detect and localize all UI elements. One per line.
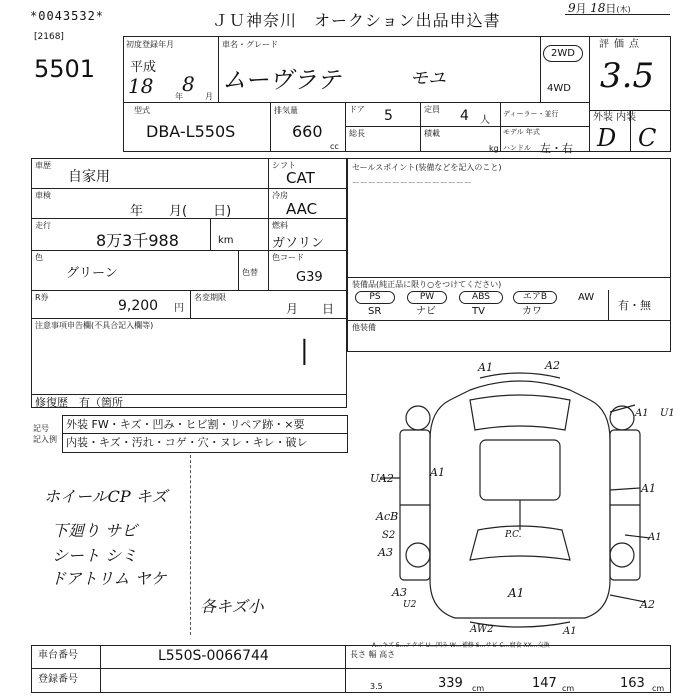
- reg-year: 18: [128, 74, 154, 98]
- mark-a1-top-left: A1: [478, 361, 493, 374]
- mileage: 8万3千988: [96, 231, 179, 250]
- note-line-4: ドアトリム ヤケ: [50, 569, 167, 588]
- lot-number: 5501: [34, 55, 96, 83]
- car-name: ムーヴラテ: [222, 66, 341, 94]
- tax-status: 有・無: [618, 299, 651, 312]
- sales-frame: [347, 158, 671, 352]
- reg-month-unit: 月: [205, 92, 213, 101]
- form-title: ＪＵ神奈川 オークション出品申込書: [212, 11, 501, 30]
- date-suffix: (木): [616, 5, 631, 14]
- other-equipment-label: 他装備: [352, 323, 376, 332]
- note-line-5: 各キズ小: [200, 597, 264, 616]
- sales-point-label: セールスポイント(装備などを記入のこと): [352, 163, 502, 172]
- aircon-label: 冷房: [272, 191, 288, 200]
- height-unit: cm: [652, 684, 665, 693]
- fuel-label: 燃料: [272, 221, 288, 230]
- color-label: 色: [35, 253, 43, 262]
- fuel: ガソリン: [272, 236, 325, 251]
- width-value: 147: [532, 676, 557, 691]
- weight-label: 積載: [424, 129, 440, 138]
- remarks-line-1: 外装 FW・キズ・凹み・ヒビ割・リペア跡・×要: [66, 418, 305, 431]
- remarks-line-2: 内装・キズ・汚れ・コゲ・穴・ヌレ・キレ・破レ: [66, 436, 308, 449]
- note-line-3: シート シミ: [52, 546, 138, 565]
- name-change-label: 名変期限: [194, 293, 226, 302]
- notes-mark: |: [300, 336, 309, 366]
- displacement-label: 排気量: [274, 106, 298, 115]
- width-unit: cm: [562, 684, 575, 693]
- mileage-label: 走行: [35, 221, 51, 230]
- doors: 5: [384, 108, 393, 124]
- equip-aw: AW: [578, 292, 595, 303]
- name-grade-label: 車名・グレード: [222, 40, 278, 49]
- mark-u2: U2: [403, 600, 417, 610]
- model-code: DBA-L550S: [146, 122, 236, 141]
- grade-score: 3.5: [600, 56, 655, 96]
- dealer-label: ディーラー・並行: [503, 110, 559, 118]
- equip-tv: TV: [472, 306, 485, 317]
- mark-aw2: AW2: [470, 624, 494, 635]
- inspection: 年 月( 日): [130, 204, 232, 219]
- mark-a1-right-front: A1: [635, 408, 649, 419]
- era: 平成: [130, 60, 157, 75]
- reg-year-unit: 年: [175, 92, 183, 101]
- date-month-unit: 月: [575, 2, 587, 15]
- handle-label: ハンドル: [503, 144, 531, 152]
- mark-u1: U1: [660, 408, 675, 419]
- equip-navi: ナビ: [416, 306, 436, 317]
- km-unit: km: [218, 235, 234, 246]
- displacement: 660: [292, 122, 323, 141]
- kg-unit: kg: [489, 144, 499, 153]
- exterior-grade: D: [597, 124, 617, 152]
- inspection-label: 車検: [35, 191, 51, 200]
- repair-history: 修復歴 有（箇所: [35, 396, 123, 409]
- recycle-label: R券: [35, 293, 49, 302]
- capacity: 4: [460, 108, 469, 124]
- color-change-label: 色替: [242, 268, 258, 277]
- remarks-label-bottom: 記入例: [33, 435, 57, 444]
- equip-leather: カワ: [522, 306, 542, 317]
- size-value: 3.5: [370, 682, 383, 691]
- car-grade: モユ: [410, 68, 446, 89]
- sales-point-dotted: ーーーーーーーーーーーーーーー: [352, 178, 472, 187]
- mark-a2-top-right: A2: [545, 359, 560, 372]
- notes-label: 注意事項申告欄(不具合記入欄等): [35, 321, 154, 330]
- model-label: 型式: [134, 106, 150, 115]
- color: グリーン: [66, 266, 118, 281]
- equip-airbag: エアB: [513, 291, 557, 304]
- equip-pw: PW: [407, 291, 447, 304]
- chassis-label: 車台番号: [38, 650, 78, 661]
- equip-sr: SR: [368, 306, 382, 317]
- mark-a1-right-rear: A1: [648, 532, 662, 543]
- drive-4wd: 4WD: [547, 83, 571, 94]
- first-reg-label: 初度登録年月: [126, 40, 174, 49]
- mark-pc: P.C.: [505, 530, 522, 540]
- length-unit: cm: [472, 684, 485, 693]
- height-value: 163: [620, 676, 645, 691]
- capacity-label: 定員: [424, 105, 440, 114]
- note-line-1: ホイールCP キズ: [44, 487, 168, 506]
- mark-a1-rear: A1: [508, 586, 525, 600]
- capacity-unit: 人: [480, 115, 490, 126]
- mark-a1-right-door: A1: [641, 482, 656, 495]
- reg-month: 8: [182, 72, 195, 96]
- history: 自家用: [68, 169, 110, 185]
- date-day: 18: [590, 1, 606, 15]
- ext-int-label: 外装 内装: [593, 112, 637, 123]
- grade-label: 評価点: [599, 39, 644, 50]
- aircon: AAC: [286, 200, 318, 218]
- history-label: 車歴: [35, 161, 51, 170]
- ref-code: [2168]: [34, 32, 64, 42]
- length-value: 339: [438, 676, 463, 691]
- reg-number-label: 登録番号: [38, 674, 78, 685]
- date-day-unit: 日: [605, 2, 617, 15]
- doors-label: ドア: [349, 105, 365, 114]
- chassis-number: L550S-0066744: [158, 648, 269, 664]
- shift-label: シフト: [272, 161, 296, 170]
- mark-a1-bottom: A1: [563, 626, 577, 637]
- date-month: 9: [568, 1, 576, 15]
- mark-a1-left-door: A1: [430, 466, 445, 479]
- note-line-2: 下廻り サビ: [52, 521, 138, 540]
- remarks-label-top: 記号: [33, 424, 49, 433]
- shift: CAT: [286, 169, 315, 187]
- drive-2wd: 2WD: [543, 45, 583, 62]
- name-change: 月 日: [286, 302, 335, 316]
- color-code-label: 色コード: [272, 253, 304, 262]
- yen-unit: 円: [174, 303, 184, 314]
- dims-label: 長さ 幅 高さ: [350, 650, 396, 659]
- equip-ps: PS: [355, 291, 395, 304]
- mark-acb: AcB: [376, 510, 399, 523]
- recycle-amount: 9,200: [118, 298, 159, 314]
- diagram-legend: A…キズ E…エクボ U…凹み W…補修 S…サビ C…腐食 XX…交換: [372, 642, 550, 649]
- mark-a2-rear-right: A2: [640, 598, 655, 611]
- mark-ua2: UA2: [370, 472, 394, 485]
- cc-unit: cc: [330, 142, 339, 151]
- color-code: G39: [296, 270, 323, 285]
- mark-s2: S2: [382, 530, 396, 541]
- handle: 左・右: [540, 142, 573, 155]
- interior-grade: C: [638, 124, 657, 152]
- mark-a3-left: A3: [378, 546, 393, 559]
- equip-abs: ABS: [459, 291, 503, 304]
- mark-a3-rear: A3: [392, 586, 407, 599]
- length-label: 総長: [349, 129, 365, 138]
- equipment-label: 装備品(純正品に限り○をつけてください): [352, 280, 502, 289]
- model-year-label: モデル 年式: [503, 128, 540, 136]
- stamp-number: *0043532*: [30, 9, 105, 23]
